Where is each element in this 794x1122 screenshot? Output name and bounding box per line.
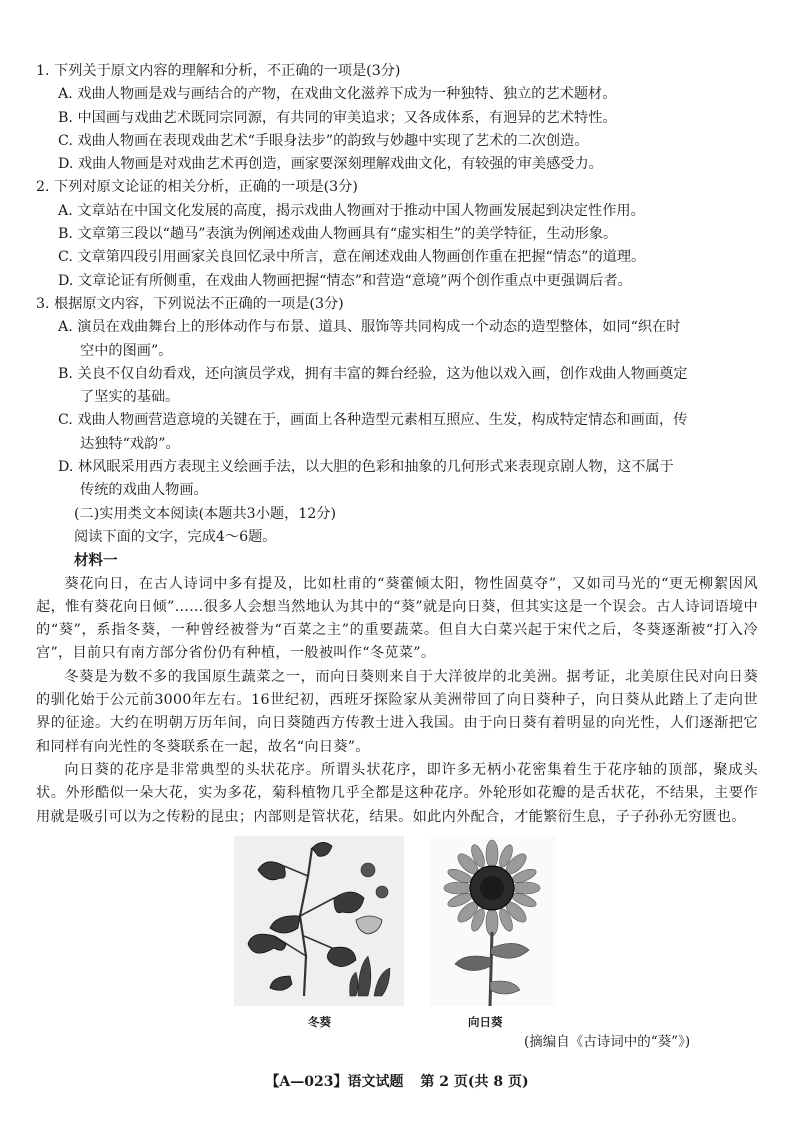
option-c: C. 戏曲人物画在表现戏曲艺术“手眼身法步”的韵致与妙趣中实现了艺术的二次创造。 bbox=[58, 132, 589, 149]
question-stem: 1. 下列关于原文内容的理解和分析，不正确的一项是(3分) bbox=[36, 63, 401, 79]
option-b: B. 文章第三段以“趟马”表演为例阐述戏曲人物画具有“虚实相生”的美学特征，生动形象。 bbox=[58, 226, 618, 243]
option-line: 了坚实的基础。 bbox=[80, 389, 180, 406]
option-line: A. 演员在戏曲舞台上的形体动作与布景、道具、服饰等共同构成一个动态的造型整体，如同“织在时 bbox=[58, 319, 681, 336]
section-instruction: 阅读下面的文字，完成4～6题。 bbox=[74, 528, 277, 545]
exam-code: 【A—023】语文试题 bbox=[265, 1074, 404, 1090]
option-line: 达独特“戏韵”。 bbox=[80, 435, 180, 452]
material-paragraph-2: 冬葵是为数不多的我国原生蔬菜之一，而向日葵则来自于大洋彼岸的北美洲。据考证，北美原住民对向日葵的驯化始于公元前3000年左右。16世纪初，西班牙探险家从美洲带回了向日葵种子，向日葵从此踏上了走向世界的征途。大约在明朝万历年间，向日葵随西方传教士进入我国。由于向日葵有着明显的向光性，人们逐渐把它和同样有向光性的冬葵联系在一起，故名“向日葵”。 bbox=[36, 668, 758, 755]
question-stem: 2. 下列对原文论证的相关分析，正确的一项是(3分) bbox=[36, 179, 358, 196]
option-c bbox=[36, 409, 758, 456]
option-a: A. 戏曲人物画是戏与画结合的产物，在戏曲文化滋养下成为一种独特、独立的艺术题材。 bbox=[58, 86, 617, 103]
sunflower-illustration bbox=[430, 836, 556, 1006]
sunflower-caption: 向日葵 bbox=[468, 1015, 503, 1029]
figure-area bbox=[234, 836, 556, 1029]
option-a: A. 文章站在中国文化发展的高度，揭示戏曲人物画对于推动中国人物画发展起到决定性作用。 bbox=[58, 202, 645, 219]
dongkui-caption: 冬葵 bbox=[308, 1015, 331, 1029]
exam-page bbox=[36, 60, 758, 829]
dongkui-plant-icon bbox=[234, 836, 404, 1006]
dongkui-illustration bbox=[234, 836, 404, 1006]
question-1 bbox=[36, 60, 758, 176]
option-line: 空中的图画”。 bbox=[80, 342, 173, 359]
source-note: (摘编自《古诗词中的“葵”》) bbox=[524, 1034, 691, 1050]
option-d bbox=[36, 456, 758, 503]
material-title: 材料一 bbox=[74, 552, 118, 570]
question-3 bbox=[36, 293, 758, 503]
option-d: D. 戏曲人物画是对戏曲艺术再创造，画家要深刻理解戏曲文化，有较强的审美感受力。 bbox=[58, 156, 603, 173]
option-line: C. 戏曲人物画营造意境的关键在于，画面上各种造型元素相互照应、生发，构成特定情态和画面，传 bbox=[58, 412, 688, 429]
option-b bbox=[36, 363, 758, 410]
material-paragraph-1: 葵花向日，在古人诗词中多有提及，比如杜甫的“葵藿倾太阳，物性固莫夺”，又如司马光的“更无柳絮因风起，惟有葵花向日倾”……很多人会想当然地认为其中的“葵”就是向日葵，但其实这是一个误会。古人诗词语境中的“葵”，系指冬葵，一种曾经被誉为“百菜之主”的重要蔬菜。但自大白菜兴起于宋代之后，冬葵逐渐被“打入冷宫”，目前只有南方部分省份仍有种植，一般被叫作“冬苋菜”。 bbox=[36, 575, 758, 662]
question-stem: 3. 根据原文内容，下列说法不正确的一项是(3分) bbox=[36, 295, 344, 312]
option-line: D. 林风眠采用西方表现主义绘画手法，以大胆的色彩和抽象的几何形式来表现京剧人物，这不属于 bbox=[58, 459, 674, 476]
page-footer bbox=[0, 1071, 794, 1091]
option-line: B. 关良不仅自幼看戏，还向演员学戏，拥有丰富的舞台经验，这为他以戏入画，创作戏曲人物画奠定 bbox=[58, 365, 688, 382]
option-b: B. 中国画与戏曲艺术既同宗同源，有共同的审美追求；又各成体系，有迥异的艺术特性。 bbox=[58, 109, 617, 126]
question-2 bbox=[36, 176, 758, 292]
material-paragraph-3: 向日葵的花序是非常典型的头状花序。所谓头状花序，即许多无柄小花密集着生于花序轴的顶部，聚成头状。外形酷似一朵大花，实为多花，菊科植物几乎全都是这种花序。外轮形如花瓣的是舌状花，不结果，主要作用就是吸引可以为之传粉的昆虫；内部则是管状花，结果。如此内外配合，才能繁衍生息，子子孙孙无穷匮也。 bbox=[36, 761, 758, 825]
sunflower-icon bbox=[430, 836, 556, 1006]
option-line: 传统的戏曲人物画。 bbox=[80, 482, 208, 499]
section-heading: (二)实用类文本阅读(本题共3小题，12分) bbox=[74, 505, 337, 522]
option-c: C. 文章第四段引用画家关良回忆录中所言，意在阐述戏曲人物画创作重在把握“情态”的道理。 bbox=[58, 249, 646, 266]
page-number: 第 2 页(共 8 页) bbox=[420, 1074, 529, 1090]
option-a bbox=[36, 316, 758, 363]
option-d: D. 文章论证有所侧重，在戏曲人物画把握“情态”和营造“意境”两个创作重点中更强调后者。 bbox=[58, 272, 632, 289]
